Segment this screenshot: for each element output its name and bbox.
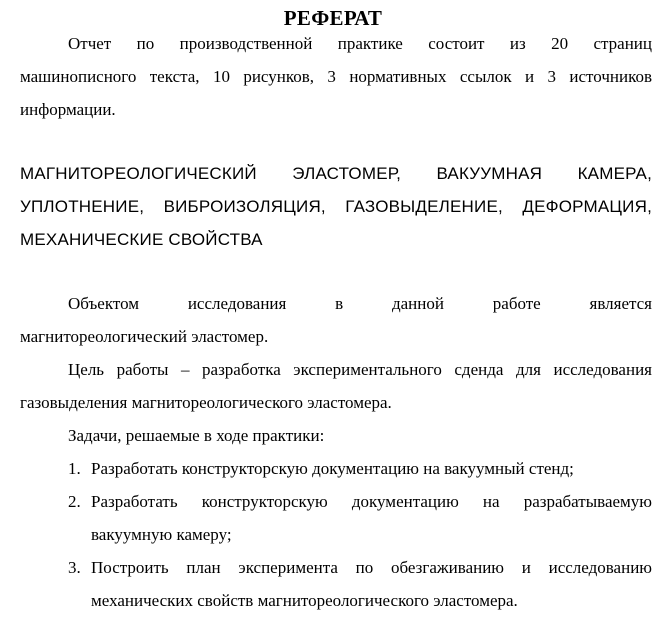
tasks-heading: Задачи, решаемые в ходе практики: <box>68 426 325 445</box>
task-2-line-2: вакуумную камеру; <box>91 525 232 544</box>
task-2-line-1: Разработать конструкторскую документацию на разрабатываемую <box>91 492 652 511</box>
task-3-line-2: механических свойств магнитореологического эластомера. <box>91 591 518 610</box>
keywords-line-3: МЕХАНИЧЕСКИЕ СВОЙСТВА <box>20 230 263 249</box>
intro-paragraph <box>20 27 652 126</box>
list-number: 1. <box>68 459 81 478</box>
keywords-line-1: МАГНИТОРЕОЛОГИЧЕСКИЙ ЭЛАСТОМЕР, ВАКУУМНАЯ КАМЕРА, <box>20 164 652 183</box>
task-3-line-1: Построить план эксперимента по обезгаживанию и исследованию <box>91 558 652 577</box>
list-number: 2. <box>68 492 81 511</box>
object-line-1: Объектом исследования в данной работе является <box>68 294 652 313</box>
list-number: 3. <box>68 558 81 577</box>
goal-paragraph <box>20 353 652 419</box>
intro-line-2: машинописного текста, 10 рисунков, 3 нормативных ссылок и 3 источников <box>20 67 652 86</box>
object-paragraph <box>20 287 652 353</box>
list-item <box>20 485 652 551</box>
keywords-paragraph <box>20 157 652 256</box>
keywords-line-2: УПЛОТНЕНИЕ, ВИБРОИЗОЛЯЦИЯ, ГАЗОВЫДЕЛЕНИЕ, ДЕФОРМАЦИЯ, <box>20 197 652 216</box>
goal-line-1: Цель работы – разработка экспериментального сденда для исследования <box>68 360 652 379</box>
list-item <box>20 551 652 617</box>
goal-line-2: газовыделения магнитореологического эластомера. <box>20 393 392 412</box>
object-line-2: магнитореологический эластомер. <box>20 327 269 346</box>
task-1-line-1: Разработать конструкторскую документацию на вакуумный стенд; <box>91 459 574 478</box>
list-item <box>20 452 652 485</box>
intro-line-3: информации. <box>20 100 116 119</box>
intro-line-1: Отчет по производственной практике состоит из 20 страниц <box>68 34 652 53</box>
page-title: РЕФЕРАТ <box>283 6 383 30</box>
